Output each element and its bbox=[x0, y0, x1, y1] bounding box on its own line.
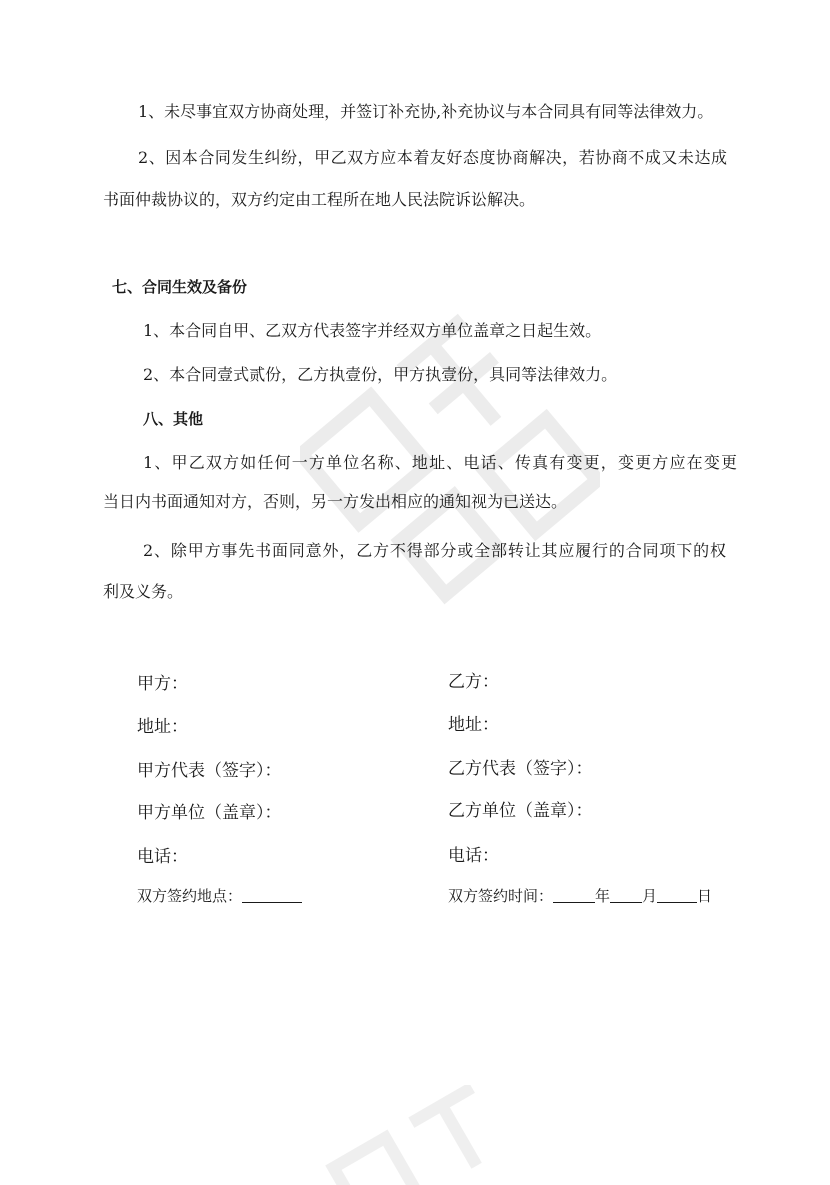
party-a-representative-label: 甲方代表（签字）： bbox=[137, 761, 282, 781]
clause-6-2-line2: 书面仲裁协议的，双方约定由工程所在地人民法院诉讼解决。 bbox=[103, 190, 536, 209]
clause-8-2-line2: 利及义务。 bbox=[103, 582, 184, 601]
party-b-address-label: 地址： bbox=[448, 715, 499, 735]
party-b-representative-label: 乙方代表（签字）： bbox=[448, 759, 593, 779]
month-blank bbox=[610, 886, 642, 903]
party-b-unit-label: 乙方单位（盖章）： bbox=[448, 801, 593, 821]
signing-time-label: 双方签约时间： bbox=[448, 887, 554, 905]
day-label: 日 bbox=[697, 887, 713, 905]
party-b-phone-label: 电话： bbox=[448, 846, 499, 866]
section-7-title: 七、合同生效及备份 bbox=[112, 278, 248, 296]
party-a-unit-label: 甲方单位（盖章）： bbox=[137, 803, 282, 823]
clause-6-1: 1、未尽事宜双方协商处理，并签订补充协,补充协议与本合同具有同等法律效力。 bbox=[138, 102, 714, 121]
watermark-bottom-icon bbox=[300, 1085, 560, 1185]
party-a-address-label: 地址： bbox=[137, 717, 188, 737]
clause-8-1-line2: 当日内书面通知对方，否则，另一方发出相应的通知视为已送达。 bbox=[103, 492, 568, 511]
signing-place bbox=[137, 885, 302, 907]
clause-8-2-line1: 2、除甲方事先书面同意外，乙方不得部分或全部转让其应履行的合同项下的权 bbox=[143, 541, 726, 560]
clause-8-1-line1: 1、甲乙双方如任何一方单位名称、地址、电话、传真有变更，变更方应在变更 bbox=[143, 453, 737, 472]
party-a-label: 甲方： bbox=[137, 674, 188, 694]
signing-time bbox=[448, 885, 712, 907]
month-label: 月 bbox=[642, 887, 658, 905]
section-8-title: 八、其他 bbox=[143, 410, 204, 428]
year-blank bbox=[553, 886, 595, 903]
party-b-label: 乙方： bbox=[448, 672, 499, 692]
clause-6-2-line1: 2、因本合同发生纠纷，甲乙双方应本着友好态度协商解决，若协商不成又未达成 bbox=[138, 148, 727, 167]
party-a-phone-label: 电话： bbox=[137, 847, 188, 867]
year-label: 年 bbox=[595, 887, 611, 905]
day-blank bbox=[657, 886, 697, 903]
clause-7-2: 2、本合同壹式贰份，乙方执壹份，甲方执壹份，具同等法律效力。 bbox=[143, 365, 618, 384]
signing-place-label: 双方签约地点： bbox=[137, 887, 243, 905]
clause-7-1: 1、本合同自甲、乙双方代表签字并经双方单位盖章之日起生效。 bbox=[143, 321, 602, 340]
signing-place-blank bbox=[242, 886, 302, 903]
